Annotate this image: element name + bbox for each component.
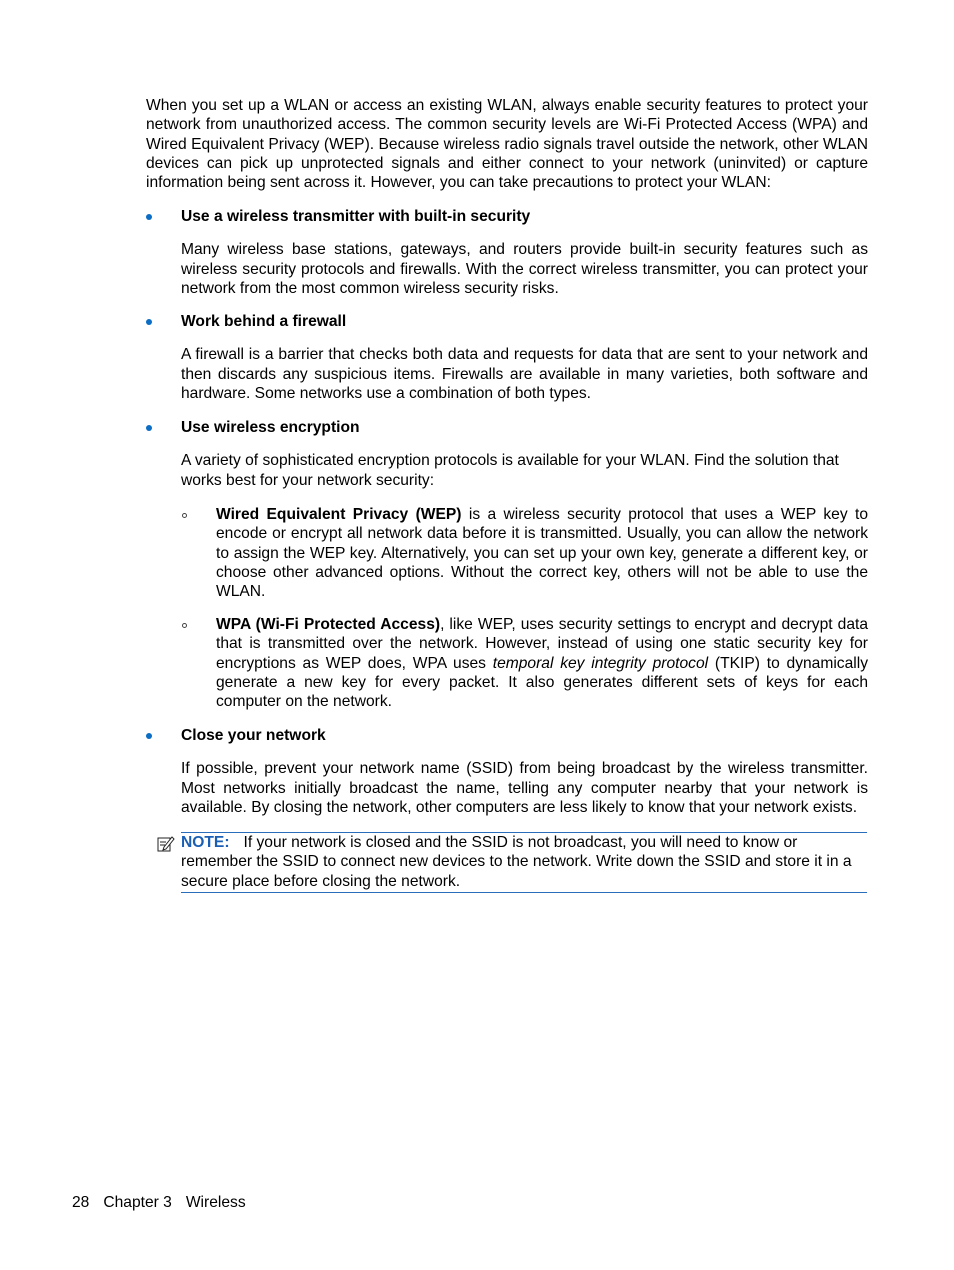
note-body: If your network is closed and the SSID is not broadcast, you will need to know or remember the SSID to connect new devices to the network. Write down the SSID and store it in a secure place before closing the network. [181, 834, 852, 890]
bullet-title: Use a wireless transmitter with built-in security [181, 208, 531, 225]
footer-chapter: Chapter 3 [103, 1194, 172, 1211]
bullet-dot-icon [146, 319, 152, 325]
note-box [181, 832, 867, 893]
intro-paragraph: When you set up a WLAN or access an existing WLAN, always enable security features to protect your network from unauthorized access. The common security levels are Wi-Fi Protected Access (WPA) and Wired Equivalent Privacy (WEP). Because wireless radio signals travel outside the network, other WLAN devices can pick up unprotected signals and either connect to your network (uninvited) or capture information being sent across it. However, you can take precautions to protect your WLAN: [146, 97, 868, 192]
bullet-title: Use wireless encryption [181, 419, 360, 436]
bullet-body: If possible, prevent your network name (SSID) from being broadcast by the wireless transmitter. Most networks initially broadcast the name, telling any computer nearby that your network is available. By closing the network, other computers are less likely to know that your network exists. [181, 760, 868, 816]
sub-bullet-circle-icon [182, 513, 187, 518]
subitem-description: is a wireless security protocol that uses a WEP key to encode or encrypt all network data before it is transmitted. Usually, you can allow the network to assign the WEP key. Alternatively, you can set up your own key, generate a different key, or choose other advanced options. Without the correct key, others will not be able to use the WLAN. [216, 506, 868, 601]
page-number: 28 [72, 1194, 90, 1211]
subitem-text [216, 505, 868, 601]
bullet-title: Work behind a firewall [181, 313, 347, 330]
sub-bullet-circle-icon [182, 623, 187, 628]
subitem-wpa [181, 615, 868, 711]
bullet-title: Close your network [181, 727, 326, 744]
bullet-body: A variety of sophisticated encryption protocols is available for your WLAN. Find the solution that works best for your network security: [181, 452, 839, 489]
subitem-description-end: (TKIP) to dynamically generate a new key for every packet. It also generates different sets of keys for each computer on the network. [216, 654, 868, 711]
bullet-item-close-network [146, 726, 868, 817]
note-pencil-icon [157, 835, 175, 852]
subitem-term: Wired Equivalent Privacy (WEP) [216, 506, 462, 523]
subitem-text [216, 615, 868, 711]
bullet-dot-icon [146, 214, 152, 220]
bullet-item-encryption [146, 418, 868, 490]
bullet-body: A firewall is a barrier that checks both data and requests for data that are sent to your network and then discards any suspicious items. Firewalls are available in many varieties, both software and hardware. Some networks use a combination of both types. [181, 346, 868, 402]
note-label: NOTE: [181, 834, 230, 851]
bullet-item-firewall [146, 312, 868, 403]
bullet-dot-icon [146, 733, 152, 739]
subitem-term: WPA (Wi-Fi Protected Access) [216, 616, 441, 633]
note-text [181, 833, 867, 891]
bullet-item-transmitter [146, 207, 868, 298]
subitem-description: , like WEP, uses security settings to encrypt and decrypt data that is transmitted over the network. However, instead of using one static security key for encryptions as WEP does, WPA uses [216, 616, 868, 672]
footer-section: Wireless [185, 1194, 246, 1211]
bullet-dot-icon [146, 425, 152, 431]
subitem-wep [181, 505, 868, 601]
subitem-emphasis: temporal key integrity protocol [492, 654, 709, 672]
page-footer [72, 1193, 260, 1212]
bullet-body: Many wireless base stations, gateways, and routers provide built-in security features such as wireless security protocols and firewalls. With the correct wireless transmitter, you can protect your network from the most common wireless security risks. [181, 241, 868, 297]
